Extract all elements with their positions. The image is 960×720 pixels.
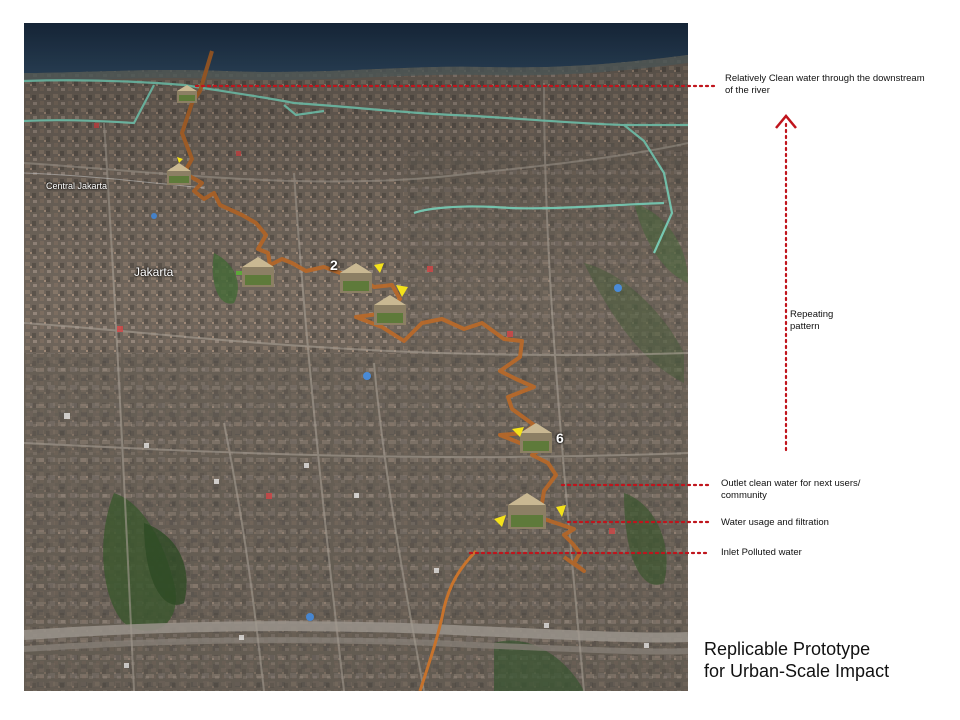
aerial-map — [24, 23, 688, 691]
place-label-jakarta: Jakarta — [134, 265, 174, 279]
note-repeating-pattern: Repeating pattern — [790, 309, 834, 332]
note-inlet-polluted: Inlet Polluted water — [721, 547, 802, 558]
station-number-2: 2 — [330, 257, 338, 273]
place-label-central-jakarta: Central Jakarta — [46, 181, 108, 191]
figure-title — [704, 638, 954, 682]
note-downstream-clean-water: Relatively Clean water through the downstream of the river — [725, 73, 925, 96]
title-line-1: Replicable Prototype — [704, 639, 871, 659]
arrow-up-icon — [776, 116, 796, 128]
station-number-6: 6 — [556, 430, 564, 446]
note-outlet-clean-water: Outlet clean water for next users/ community — [721, 478, 861, 501]
title-line-2: for Urban-Scale Impact — [704, 661, 890, 681]
note-water-usage: Water usage and filtration — [721, 517, 829, 528]
